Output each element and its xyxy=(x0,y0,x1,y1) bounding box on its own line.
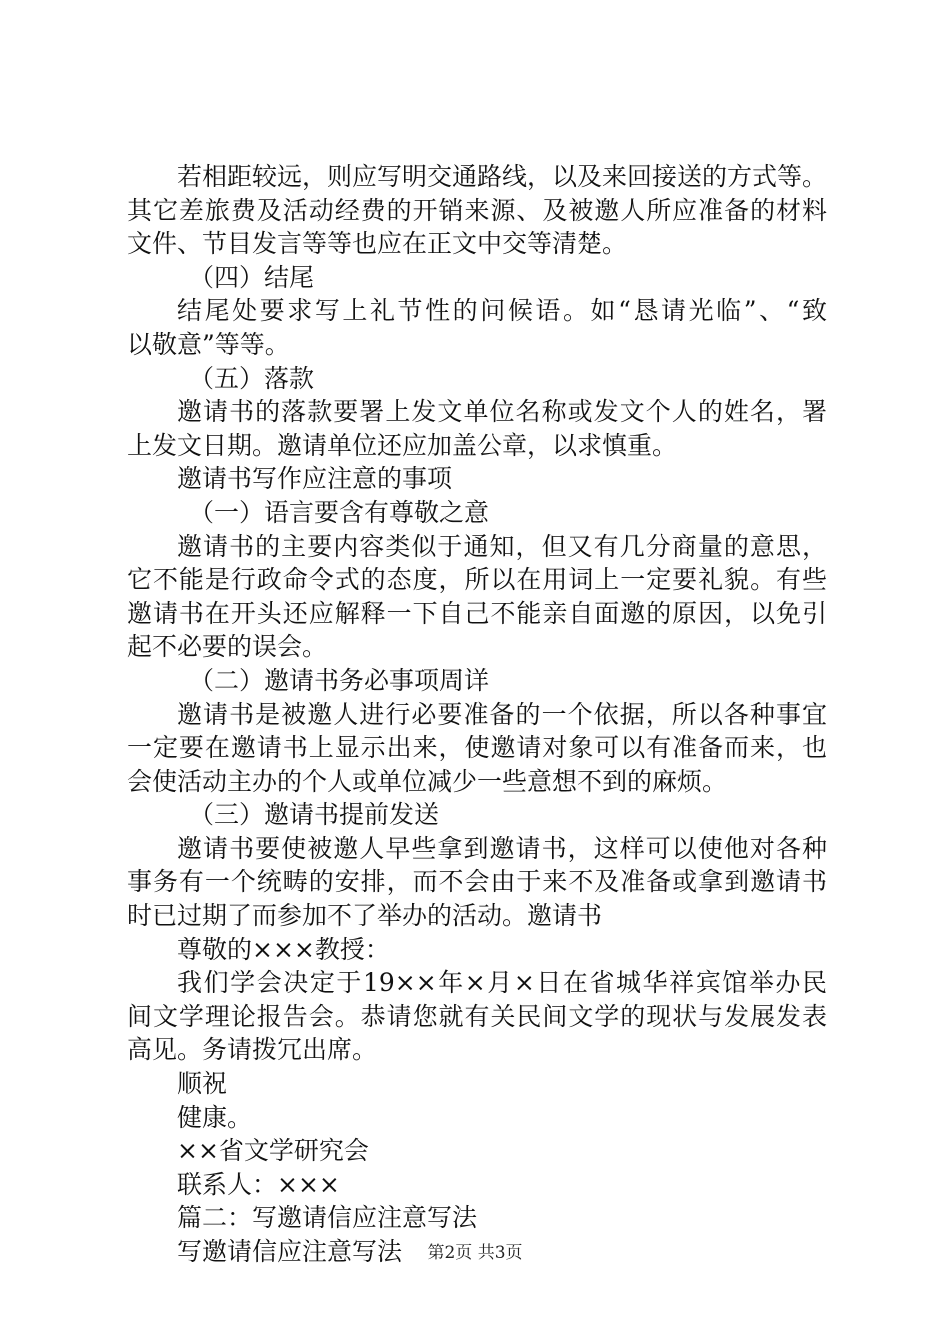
paragraph-line: 以敬意”等等。 xyxy=(127,329,290,359)
paragraph-line: 写邀请信应注意写法 xyxy=(177,1237,403,1266)
paragraph-line: 起不必要的误会。 xyxy=(127,632,328,662)
letter-closing: 健康。 xyxy=(177,1102,253,1132)
paragraph-line: 若相距较远，则应写明交通路线，以及来回接送的方式等。 xyxy=(177,162,827,191)
section-heading: （一）语言要含有尊敬之意 xyxy=(189,497,490,527)
letter-body-line: 间文学理论报告会。恭请您就有关民间文学的现状与发展发表 xyxy=(127,1001,827,1031)
paragraph-line: 邀请书要使被邀人早些拿到邀请书，这样可以使他对各种 xyxy=(177,833,827,863)
paragraph-line: 结尾处要求写上礼节性的问候语。如“恳请光临”、“致 xyxy=(177,296,827,326)
paragraph-line: 会使活动主办的个人或单位减少一些意想不到的麻烦。 xyxy=(127,766,728,796)
section-heading: （二）邀请书务必事项周详 xyxy=(189,665,490,695)
paragraph-line: 事务有一个统畴的安排，而不会由于来不及准备或拿到邀请书 xyxy=(127,867,827,897)
letter-body-line: 我们学会决定于19××年×月×日在省城华祥宾馆举办民 xyxy=(177,968,827,998)
section-heading: （三）邀请书提前发送 xyxy=(189,800,440,830)
letter-closing: 顺祝 xyxy=(177,1069,228,1099)
document-body xyxy=(127,160,827,1269)
paragraph-line: 文件、节目发言等等也应在正文中交等清楚。 xyxy=(127,229,628,259)
paragraph-line: 其它差旅费及活动经费的开销来源、及被邀人所应准备的材料 xyxy=(127,195,827,225)
paragraph-line: 邀请书的落款要署上发文单位名称或发文个人的姓名，署 xyxy=(177,397,827,427)
section-heading: （四）结尾 xyxy=(189,262,315,292)
paragraph-line: 一定要在邀请书上显示出来，使邀请对象可以有准备而来，也 xyxy=(127,733,827,763)
section-heading: （五）落款 xyxy=(189,363,315,393)
paragraph-line: 它不能是行政命令式的态度，所以在用词上一定要礼貌。有些 xyxy=(127,565,827,595)
paragraph-line: 邀请书的主要内容类似于通知，但又有几分商量的意思， xyxy=(177,531,827,561)
letter-salutation: 尊敬的×××教授： xyxy=(177,934,390,964)
page-footer: 第2页 共3页 xyxy=(427,1243,523,1263)
paragraph-line: 邀请书是被邀人进行必要准备的一个依据，所以各种事宜 xyxy=(177,699,827,729)
paragraph-line: 邀请书在开头还应解释一下自己不能亲自面邀的原因，以免引 xyxy=(127,598,827,628)
letter-contact: 联系人：××× xyxy=(177,1169,340,1199)
letter-signature: ××省文学研究会 xyxy=(177,1136,369,1166)
paragraph-line: 时已过期了而参加不了举办的活动。邀请书 xyxy=(127,901,603,931)
chapter-title: 篇二：写邀请信应注意写法 xyxy=(177,1203,478,1233)
paragraph-line: 上发文日期。邀请单位还应加盖公章，以求慎重。 xyxy=(127,430,678,460)
letter-body-line: 高见。务请拨冗出席。 xyxy=(127,1035,378,1065)
section-title: 邀请书写作应注意的事项 xyxy=(177,464,453,494)
